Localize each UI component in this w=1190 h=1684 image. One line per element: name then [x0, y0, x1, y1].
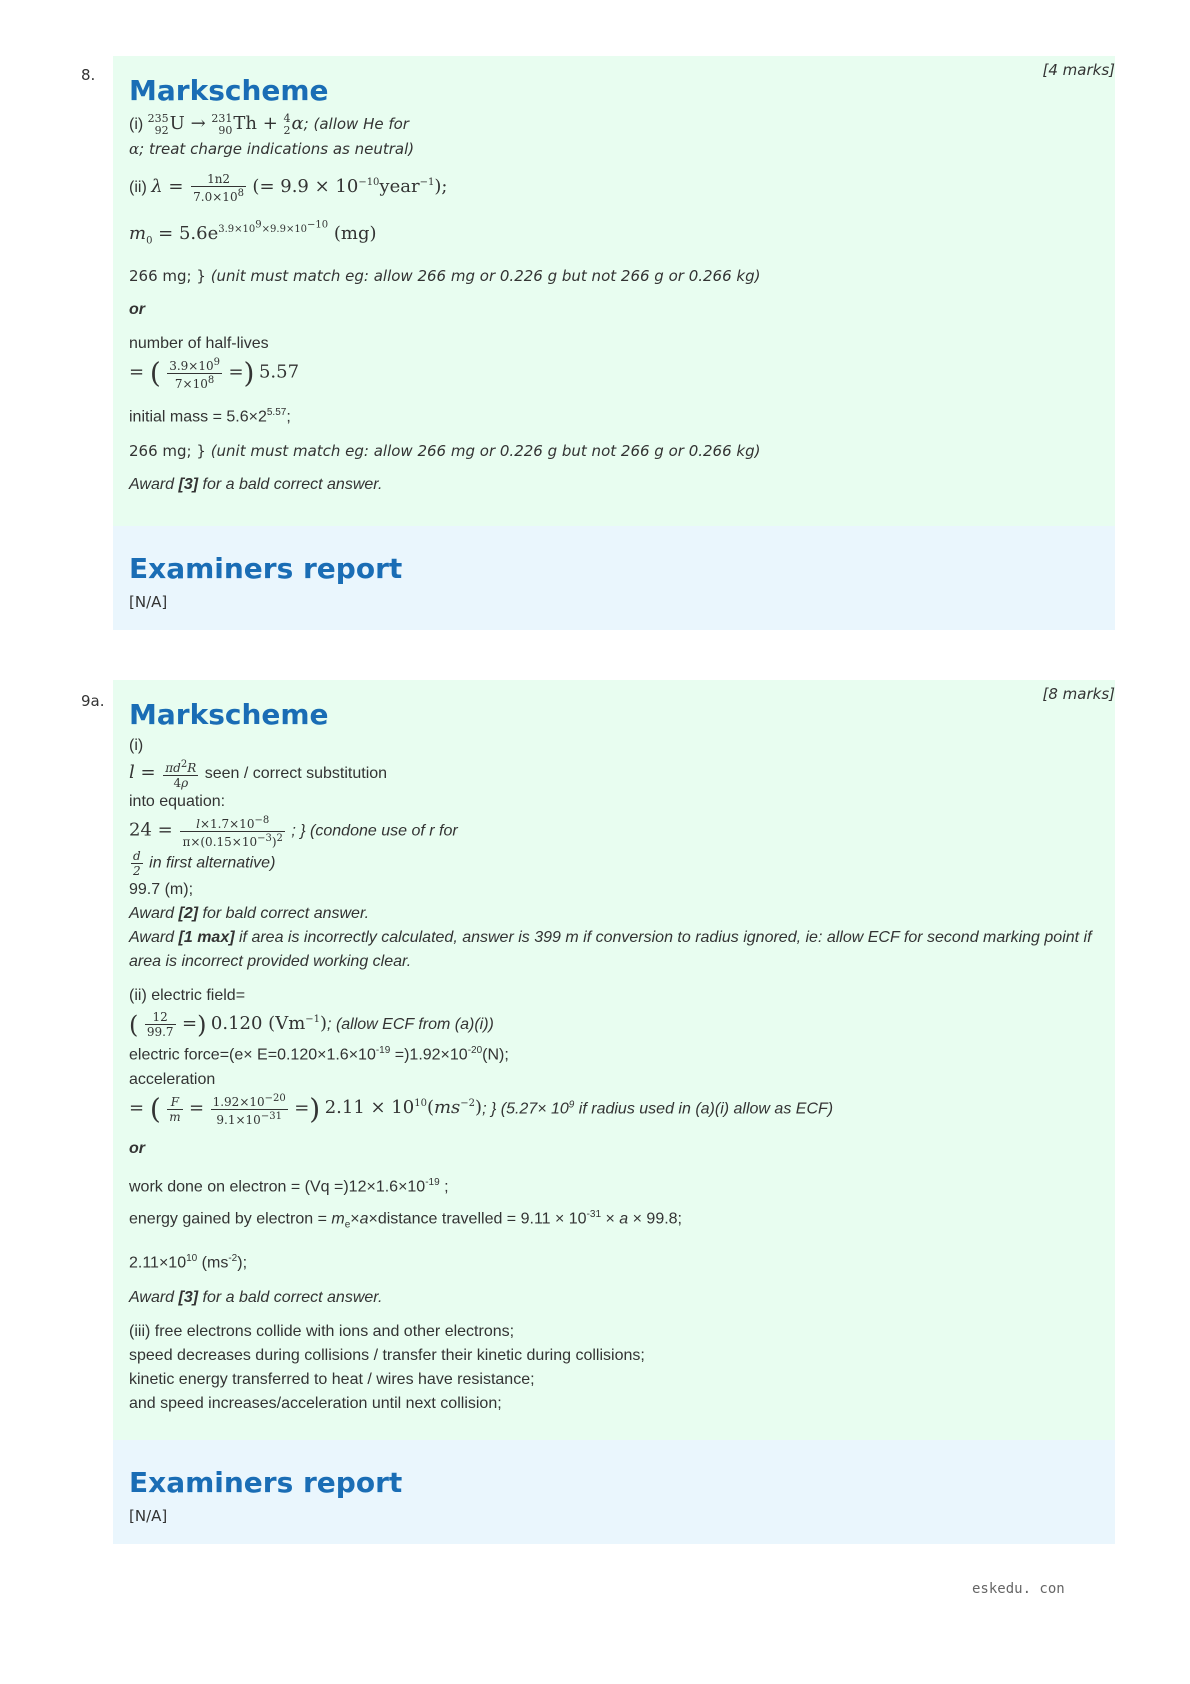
markscheme-section [113, 56, 1115, 526]
award-3-line: Award [3] for a bald correct answer. [129, 1288, 383, 1306]
force-line: electric force=(e× $E=0.120\times 1.6\times 10^{-19} =)1.92\times 10^{-20}(N)$; [129, 1045, 509, 1064]
or-separator: or [129, 300, 145, 318]
examiners-heading: Examiners report [129, 552, 403, 585]
unit-line-2: 266 mg; } (unit must match eg: allow 266 mg or 0.226 g but not 266 g or 0.266 kg) [129, 442, 761, 461]
examiners-text: [N/A] [129, 593, 168, 611]
half-lives-label: number of half-lives [129, 334, 269, 352]
marks-label-9a: [8 marks] [1042, 685, 1115, 703]
length-result: 99.7 (m); [129, 881, 194, 898]
part-iii-line-3: kinetic energy transferred to heat / wires have resistance; [129, 1370, 535, 1388]
lambda-equation: (ii) λ = $\frac{1n2}{7.0\times 10^8}$ (= $9.9 \times 10^{-10}year^{-1}$); [129, 171, 448, 204]
part-i-label: (i) [129, 737, 144, 754]
part-iii-line-4: and speed increases/acceleration until next collision; [129, 1394, 502, 1412]
half-lives-equation: = ( $\frac{3.9\times 10^9}{7\times 10^8}$ =) 5.57 [129, 356, 300, 391]
unit-line: 266 mg; } (unit must match eg: allow 266 mg or 0.226 g but not 266 g or 0.266 kg) [129, 266, 761, 285]
or-separator-9a: or [129, 1139, 145, 1157]
question-number-9a: 9a. [81, 692, 105, 710]
decay-note: α; treat charge indications as neutral) [129, 140, 415, 158]
markscheme-heading: Markscheme [129, 74, 329, 107]
examiners-report-section [113, 526, 1115, 630]
footer-text: eskedu. con [972, 1581, 1065, 1597]
part-iii-line-1: (iii) free electrons collide with ions and other electrons; [129, 1322, 515, 1340]
part-ii-label: (ii) electric field= [129, 987, 246, 1004]
substitution-equation: 24 = $\frac{l\times 1.7\times 10^{-8}}{\pi\times(0.15\times 10^{-3})^2}$ ; } (condone use of r for [129, 815, 458, 849]
mass-equation: $m_0 = 5.6e^{3.9\times 10^9\times 9.9\times 10^{-10}}$ (mg) [129, 219, 377, 247]
acceleration-value: $2.11\times 10^{10}$ $(ms^{-2})$; [129, 1253, 248, 1272]
energy-line: energy gained by electron = $m_e\times a\times distance$ travelled = $9.11 \times 10^{-31} \times a \times 99.8$; [129, 1208, 682, 1231]
decay-equation: (i) 235 92U → 231 90Th + 4 2α; (allow He for [129, 111, 409, 137]
acceleration-label: acceleration [129, 1070, 216, 1088]
part-iii-line-2: speed decreases during collisions / transfer their kinetic during collisions; [129, 1346, 645, 1364]
field-equation: ( $\frac{12}{99.7}$ =) 0.120 $(Vm^{-1})$; (allow ECF from (a)(i)) [129, 1010, 494, 1040]
examiners-text-9a: [N/A] [129, 1507, 168, 1525]
into-equation-label: into equation: [129, 793, 226, 810]
question-number: 8. [81, 66, 96, 84]
award-1-line: Award [1 max] if area is incorrectly calculated, answer is 399 m if conversion to radius ignored, ie: allow ECF for second marking point if area is incorrect provided working clear. [129, 929, 1092, 970]
markscheme-section-9a [113, 680, 1115, 1440]
award-line: Award [3] for a bald correct answer. [129, 476, 383, 494]
examiners-heading-9a: Examiners report [129, 1466, 403, 1499]
acceleration-equation: = ( $\frac{F}{m}$ = $\frac{1.92\times 10^{-20}}{9.1\times 10^{-31}}$ =) $2.11 \times 10^{10}(ms^{-2})$; } ($5.27\times 10^9$ if radius used in (a)(i) allow as ECF) [129, 1092, 834, 1127]
award-2-line: Award [2] for bald correct answer. [129, 905, 370, 922]
marks-label: [4 marks] [1042, 61, 1115, 79]
first-alternative-note: $\frac{d}{2}$ in first alternative) [133, 849, 276, 878]
markscheme-heading-9a: Markscheme [129, 698, 329, 731]
length-equation: l = $\frac{\pi d^2R}{4\rho}$ seen / correct substitution [129, 759, 388, 790]
initial-mass: initial mass = $5.6\times 2^{5.57}$; [129, 406, 291, 426]
examiners-report-section-9a [113, 1440, 1115, 1544]
work-line: work done on electron = $(Vq =)12\times 1.6\times 10^{-19}$ ; [129, 1176, 449, 1195]
